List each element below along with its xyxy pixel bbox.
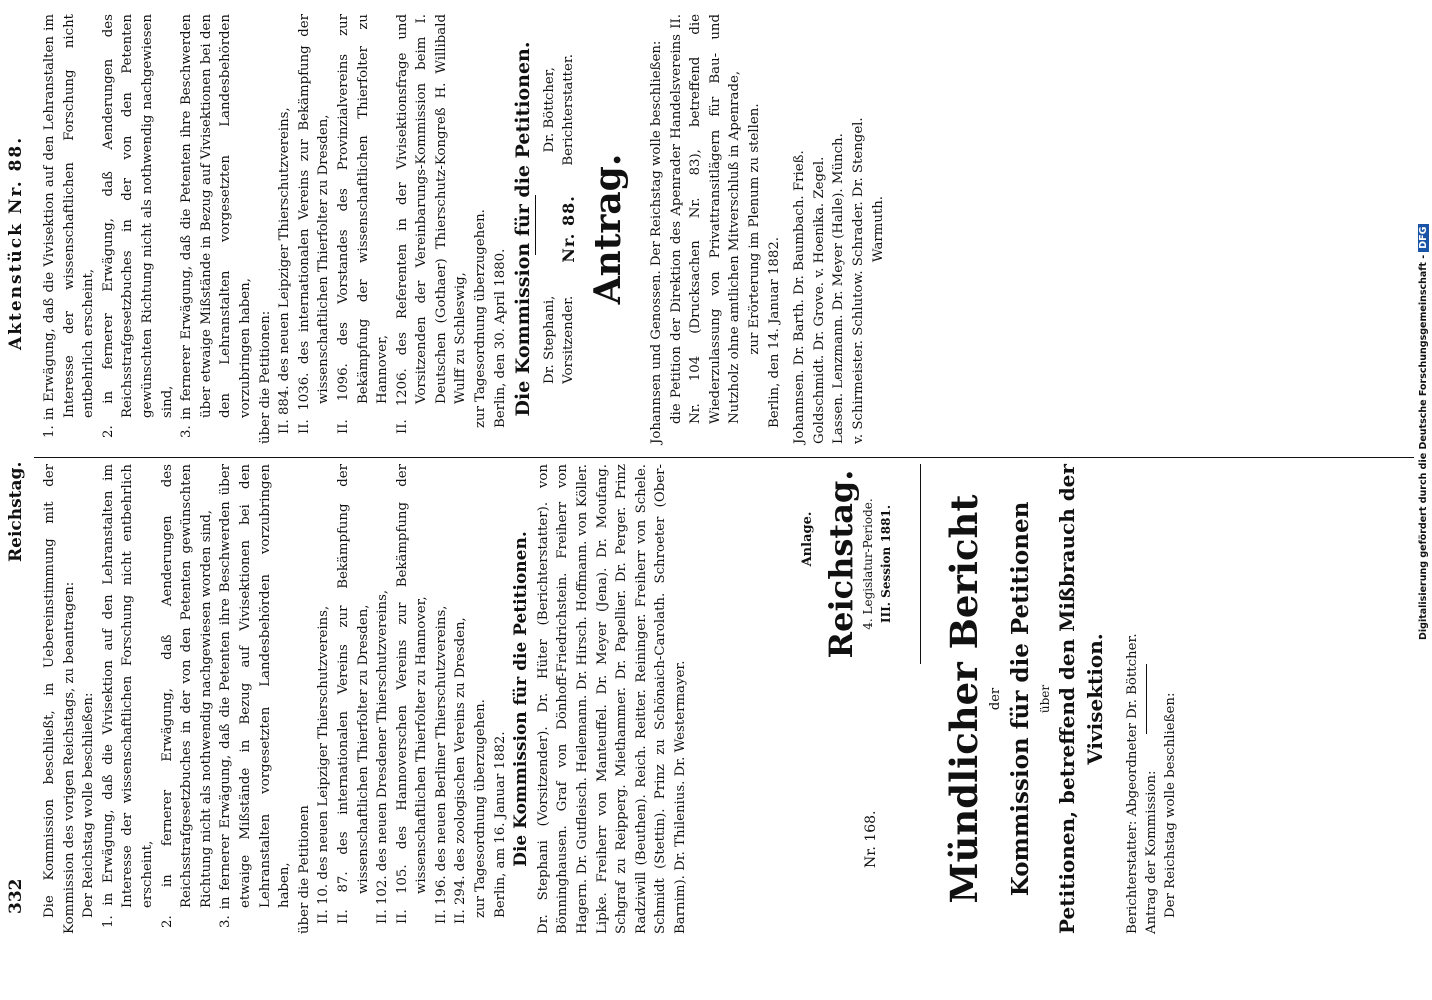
credit-text: Digitalisierung gefördert durch die Deutsche Forschungsgemeinschaft - [1418, 254, 1429, 640]
right-petition: II. 1036. des internationalen Vereins zur Bekämpfung der wissenschaftlichen Thierfolter zu Dresden, [296, 14, 332, 434]
signatory-line: Warmuth. [870, 195, 886, 263]
left-commission-title: Die Kommission für die Petitionen. [511, 531, 532, 867]
session-label: III. Session 1881. [879, 504, 893, 624]
page-number: 332 [6, 878, 26, 914]
digitization-credit [1418, 224, 1429, 640]
reporter-role: Berichterstatter. [561, 54, 577, 166]
right-petitions-intro: über die Petitionen: [257, 310, 273, 444]
left-intro: Die Kommission beschließt, in Uebereinstimmung mit der Kommission des vorigen Reichstags, zu beantragen: [42, 464, 77, 934]
chair-role: Vorsitzender. [561, 295, 577, 384]
antrag-number: Nr. 88. [559, 195, 578, 263]
left-item: 1. in Erwägung, daß die Vivisektion auf den Lehranstalten im Interesse der wissenschaftlichen Forschung nicht entbehrlich erscheint, [100, 464, 155, 928]
heading-rule [920, 464, 921, 664]
reporter-name: Dr. Böttcher, [541, 67, 557, 153]
left-petition: II. 102. des neuen Dresdener Thierschutzvereins, [375, 589, 391, 924]
signatory-line: Goldschmidt. Dr. Grove. v. Hoenika. Zegel. [811, 156, 827, 444]
antrag-title: Antrag. [587, 153, 629, 305]
right-column-body [40, 14, 579, 444]
left-petition: II. 196. des neuen Berliner Thierschutzvereins, [433, 605, 449, 924]
right-item: 1. in Erwägung, daß die Vivisektion auf den Lehranstalten im Interesse der wissenschaftlichen Forschung nicht entbehrlich erscheint, [42, 14, 97, 438]
right-item: 3. in fernerer Erwägung, daß die Petenten ihre Beschwerden über etwaige Mißstände in Bezug auf Vivisektionen bei den den Lehranstalten vorgesetzten Landesbehörden vorzubringen haben, [179, 14, 253, 438]
left-item: 3. in fernerer Erwägung, daß die Petenten ihre Beschwerden über etwaige Mißstände in Bezug auf Vivisektionen bei den Lehranstalten vorgesetzten Landesbehörden vorzubringen haben, [218, 464, 293, 928]
left-petition: II. 294. des zoologischen Vereins zu Dresden, [453, 617, 469, 924]
report-title: Mündlicher Bericht [942, 494, 986, 904]
motion-line: Antrag der Kommission: [1144, 770, 1159, 934]
right-petition: II. 1206. des Referenten in der Vivisektionsfrage und Vorsitzenden der Vereinbarungs-Kommission beim I. Deutschen (Gothaer) Thierschutz-Kongreß H. Willibald Wulff zu Schleswig, [394, 14, 469, 434]
left-item: 2. in fernerer Erwägung, daß Aenderungen des Reichsstrafgesetzbuches in der von den Petenten gewünschten Richtung nicht als nothwendig nachgewiesen worden sind, [159, 464, 214, 928]
ueber-label: über [1038, 684, 1052, 714]
signatory-line: Lassen. Lenzmann. Dr. Meyer (Halle). Münch. [831, 133, 847, 444]
column-divider [34, 457, 1414, 458]
right-petition: II. 1096. des Vorstandes des Provinzialvereins zur Bekämpfung der wissenschaftlichen Thierfolter zu Hannover, [335, 14, 391, 434]
antrag-block [555, 14, 888, 444]
left-column-body [40, 464, 691, 934]
document-section: Aktenstück Nr. 88. [6, 135, 26, 350]
subject-rule [1146, 664, 1147, 734]
antrag-body: die Petition der Direktion des Apenrader Handelsvereins II. Nr. 104 (Drucksachen Nr. 83), betreffend die Wiederzulassung von Privattransitlägern für Bau- und Nutzholz ohne amtlichen Mitverschluß in Apenrade, [668, 14, 743, 424]
report-subject: Petitionen, betreffend den Mißbrauch der Vivisektion. [1055, 464, 1107, 934]
anlage-block [800, 464, 1180, 934]
signatory-line: v. Schirmeister. Schlutow. Schrader. Dr. Stengel. [850, 117, 866, 444]
left-petition: II. 10. des neuen Leipziger Thierschutzvereins, [316, 605, 332, 924]
left-petitions-intro: über die Petitionen [296, 805, 312, 934]
antrag-date: Berlin, den 14. Januar 1882. [766, 236, 782, 428]
der-label: der [988, 687, 1003, 711]
left-resolve: Der Reichstag wolle beschließen: [81, 692, 97, 918]
right-commission-title: Die Kommission für die Petitionen. [512, 41, 535, 417]
right-date: Berlin, den 30. April 1880. [492, 248, 508, 428]
anlage-resolve: Der Reichstag wolle beschließen: [1163, 692, 1178, 918]
signatory-line: Johannsen. Dr. Barth. Dr. Baumbach. Frieß. [792, 150, 808, 444]
journal-title: Reichstag. [6, 461, 26, 562]
legislative-period: 4. Legislatur-Periode. [861, 498, 875, 630]
commission-heading: Kommission für die Petitionen [1007, 501, 1034, 897]
left-petition: II. 87. des internationalen Vereins zur Bekämpfung der wissenschaftlichen Thierfolter zu Dresden, [335, 464, 371, 924]
antrag-intro: Johannsen und Genossen. Der Reichstag wolle beschließen: [649, 40, 664, 444]
rapporteur-line: Berichterstatter: Abgeordneter Dr. Böttcher. [1125, 633, 1140, 934]
right-petition: II. 884. des neuen Leipziger Thierschutzvereins, [277, 107, 293, 434]
reichstag-heading: Reichstag. [822, 469, 860, 659]
section-separator [535, 195, 536, 255]
left-member-list: Dr. Stephani (Vorsitzender). Dr. Hüter (Berichterstatter). von Bönninghausen. Graf von Dönhoff-Friedrichstein. Freiherr von Hagern. Dr. Gutfleisch. Heilemann. Dr. Hirsch. Hoffmann. von Köller. Lipke. Freiherr von Manteuffel. Dr. Meyer (Jena). Dr. Moufang. Schgraf zu Reipperg. Miethammer. Dr. Papellier. Dr. Perger. Prinz Radziwill (Beuthen). Reich. Reitter. Reininger. Freiherr von Schele. Schmidt (Stettin). Prinz zu Schönaich-Carolath. Schroeter (Ober-Barnim). Dr. Thilenius. Dr. Westermayer. [535, 464, 688, 934]
doc-number: Nr. 168. [863, 810, 879, 868]
left-date: Berlin, am 16. Januar 1882. [492, 731, 508, 918]
right-closing: zur Tagesordnung überzugehen. [473, 209, 489, 428]
antrag-closing: zur Erörterung im Plenum zu stellen. [746, 103, 762, 355]
dfg-logo: DFG [1418, 224, 1429, 252]
left-closing: zur Tagesordnung überzugehen. [473, 699, 489, 918]
chair-name: Dr. Stephani, [541, 295, 557, 384]
anlage-label: Anlage. [800, 511, 815, 567]
right-item: 2. in fernerer Erwägung, daß Aenderungen des Reichsstrafgesetzbuches in der von den Petenten gewünschten Richtung nicht als nothwendig nachgewiesen sind, [100, 14, 175, 438]
left-petition: II. 105. des Hannoverschen Vereins zur Bekämpfung der wissenschaftlichen Thierfolter zu Hannover, [394, 464, 430, 924]
